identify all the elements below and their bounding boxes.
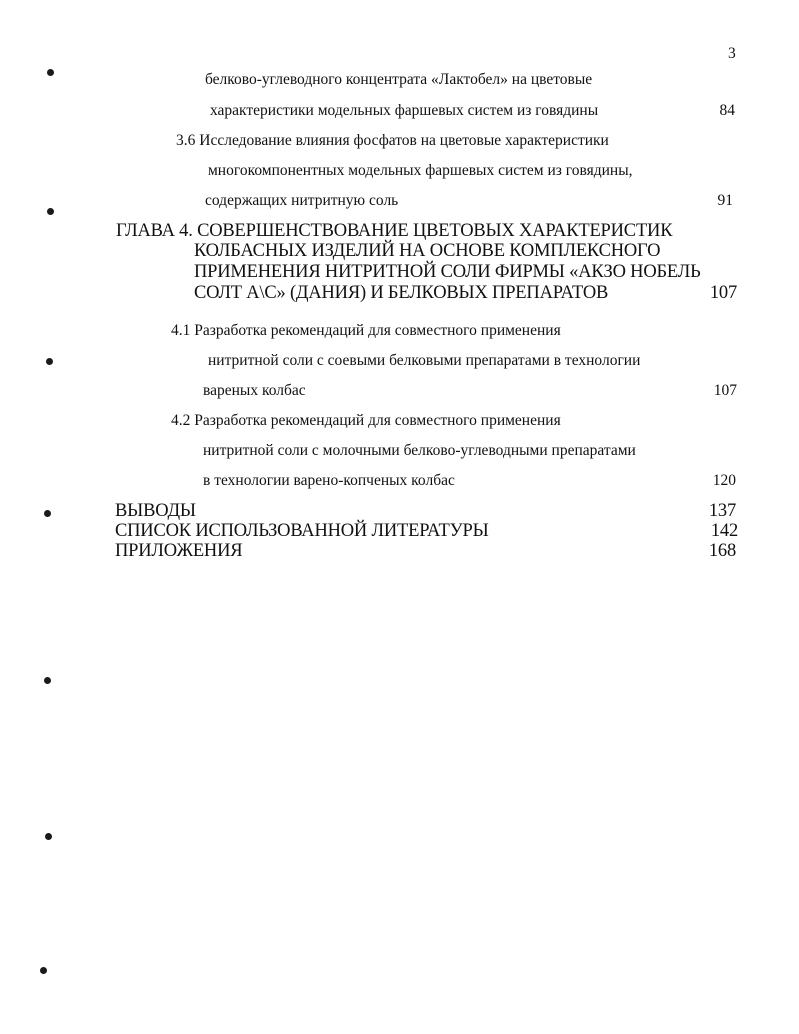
toc-entry-page: 107 (713, 382, 737, 399)
toc-entry-page: 168 (708, 541, 736, 561)
toc-entry-page: 107 (709, 283, 737, 303)
binding-hole-dot (47, 208, 54, 215)
toc-entry-line: СПИСОК ИСПОЛЬЗОВАННОЙ ЛИТЕРАТУРЫ (115, 521, 489, 541)
toc-entry-line: характеристики модельных фаршевых систем из говядины (210, 102, 599, 119)
page-number: 3 (728, 45, 736, 62)
toc-entry-page: 91 (717, 192, 733, 209)
binding-hole-dot (44, 677, 51, 684)
toc-entry-line: 4.2 Разработка рекомендаций для совместного применения (171, 412, 561, 429)
toc-entry-line: ВЫВОДЫ (115, 501, 196, 521)
toc-entry-page: 120 (712, 472, 736, 489)
toc-entry-line: в технологии варено-копченых колбас (203, 472, 455, 489)
toc-entry-line: содержащих нитритную соль (205, 192, 399, 209)
binding-hole-dot (47, 69, 54, 76)
toc-entry-line: ПРИМЕНЕНИЯ НИТРИТНОЙ СОЛИ ФИРМЫ «АКЗО НОБЕЛЬ (194, 262, 701, 282)
binding-hole-dot (44, 510, 51, 517)
binding-hole-dot (45, 833, 52, 840)
toc-entry-line: нитритной соли с соевыми белковыми препаратами в технологии (208, 352, 641, 369)
toc-entry-line: ГЛАВА 4. СОВЕРШЕНСТВОВАНИЕ ЦВЕТОВЫХ ХАРАКТЕРИСТИК (116, 221, 673, 241)
toc-entry-line: белково-углеводного концентрата «Лактобел» на цветовые (205, 71, 593, 88)
toc-entry-line: СОЛТ А\С» (ДАНИЯ) И БЕЛКОВЫХ ПРЕПАРАТОВ (194, 283, 609, 303)
binding-hole-dot (46, 358, 53, 365)
toc-entry-line: многокомпонентных модельных фаршевых систем из говядины, (208, 162, 633, 179)
toc-entry-line: 4.1 Разработка рекомендаций для совместного применения (171, 322, 561, 339)
toc-entry-line: КОЛБАСНЫХ ИЗДЕЛИЙ НА ОСНОВЕ КОМПЛЕКСНОГО (194, 241, 661, 261)
binding-hole-dot (40, 967, 47, 974)
toc-entry-page: 142 (710, 521, 738, 541)
toc-entry-page: 137 (708, 501, 736, 521)
toc-entry-line: ПРИЛОЖЕНИЯ (115, 541, 243, 561)
toc-entry-line: вареных колбас (203, 382, 306, 399)
toc-entry-page: 84 (719, 102, 735, 119)
toc-entry-line: 3.6 Исследование влияния фосфатов на цветовые характеристики (176, 132, 609, 149)
toc-entry-line: нитритной соли с молочными белково-углеводными препаратами (203, 442, 636, 459)
